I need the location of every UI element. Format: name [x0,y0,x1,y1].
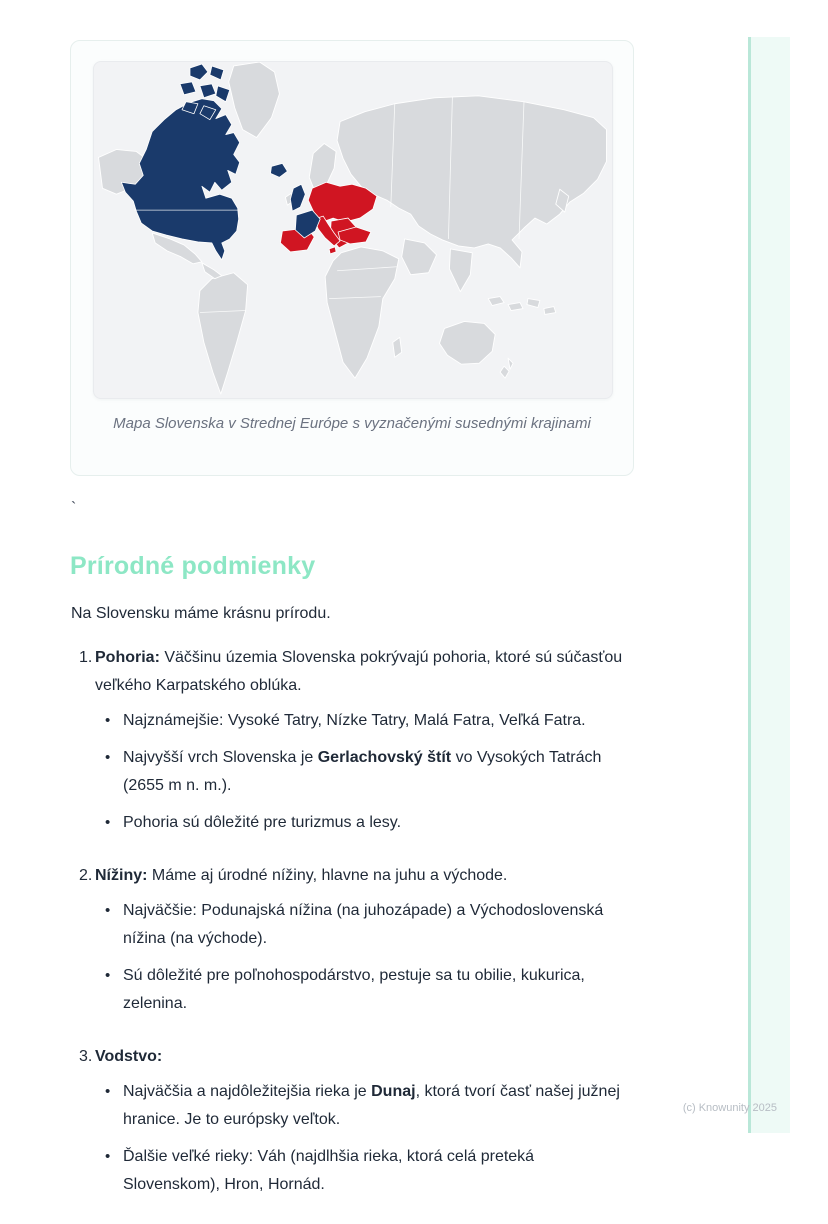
bullet-item [95,962,629,1018]
region-iceland-navy [270,163,287,177]
nature-list [71,644,629,1224]
region-asia [337,96,606,268]
region-australia [439,321,495,364]
region-new-zealand [500,366,509,378]
bullet-dot-icon: • [105,814,111,831]
bullet-item [95,897,629,953]
bullet-text: Najznámejšie: Vysoké Tatry, Nízke Tatry, Malá Fatra, Veľká Fatra. [123,712,586,729]
list-item-number: 2. [79,867,93,884]
list-item [71,1043,629,1208]
region-arctic-island [210,66,224,80]
list-item-number: 1. [79,649,93,666]
region-indonesia [508,303,523,311]
bullet-text: Pohoria sú dôležité pre turizmus a lesy. [123,814,402,831]
sub-bullet-list [95,1078,629,1199]
list-item [71,862,629,1027]
region-middle-east [402,239,437,275]
bullet-item [95,809,629,837]
bullet-text: Sú dôležité pre poľnohospodárstvo, pestuje sa tu obilie, kukurica, zelenina. [123,967,585,1012]
region-arctic-island [190,64,208,80]
list-item-text: Nížiny: Máme aj úrodné nížiny, hlavne na juhu a východe. [95,867,508,884]
region-arctic-island [180,82,196,95]
list-item-body [95,644,629,846]
list-item-text: Vodstvo: [95,1048,163,1065]
bullet-dot-icon: • [105,1148,111,1165]
region-central-europe-red [308,182,377,222]
region-arctic-island [200,84,216,98]
region-india [449,249,472,292]
sub-bullet-list [95,707,629,837]
bullet-dot-icon: • [105,902,111,919]
world-map-panel [93,61,613,399]
list-item-body [95,1043,629,1208]
region-new-zealand [508,358,513,369]
bullet-dot-icon: • [105,1083,111,1100]
stray-backtick-character: ` [71,500,77,517]
map-figure-card [70,40,634,476]
region-france-navy [295,210,320,238]
region-indonesia [544,307,556,315]
bullet-item [95,1143,629,1199]
region-arctic-island [216,86,230,102]
region-africa [325,247,399,378]
region-indonesia [527,299,540,308]
region-uk-navy [290,184,305,211]
region-greenland [229,62,280,138]
bullet-item [95,707,629,735]
bullet-text: Najväčšie: Podunajská nížina (na juhozápade) a Východoslovenská nížina (na východe). [123,902,604,947]
bullet-item [95,1078,629,1134]
bullet-dot-icon: • [105,712,111,729]
region-south-america [198,273,248,394]
right-accent-line [748,37,751,1133]
bullet-text: Najvyšší vrch Slovenska je Gerlachovský štít vo Vysokých Tatrách (2655 m n. m.). [123,749,602,794]
right-accent-panel [751,37,790,1133]
section-heading: Prírodné podmienky [70,552,316,580]
bullet-dot-icon: • [105,749,111,766]
bullet-text: Ďalšie veľké rieky: Váh (najdlhšia rieka, ktorá celá preteká Slovenskom), Hron, Hornád. [123,1148,535,1193]
figure-caption: Mapa Slovenska v Strednej Európe s vyznačenými susednými krajinami [113,415,591,432]
list-item-number: 3. [79,1048,93,1065]
bullet-text: Najväčšia a najdôležitejšia rieka je Dunaj, ktorá tvorí časť našej južnej hranice. Je to európsky veľtok. [123,1083,620,1128]
region-central-america [202,263,222,279]
region-madagascar [393,337,402,357]
region-sicily-red [329,247,336,254]
list-item-text: Pohoria: Väčšinu územia Slovenska pokrývajú pohoria, ktoré sú súčasťou veľkého Karpatského oblúka. [95,649,623,694]
bullet-dot-icon: • [105,967,111,984]
bullet-item [95,744,629,800]
list-item-body [95,862,629,1027]
intro-paragraph: Na Slovensku máme krásnu prírodu. [71,605,331,622]
list-item [71,644,629,846]
copyright-footer: (c) Knowunity 2025 [682,1102,777,1114]
sub-bullet-list [95,897,629,1018]
region-indonesia [488,297,504,306]
world-map [94,62,612,398]
